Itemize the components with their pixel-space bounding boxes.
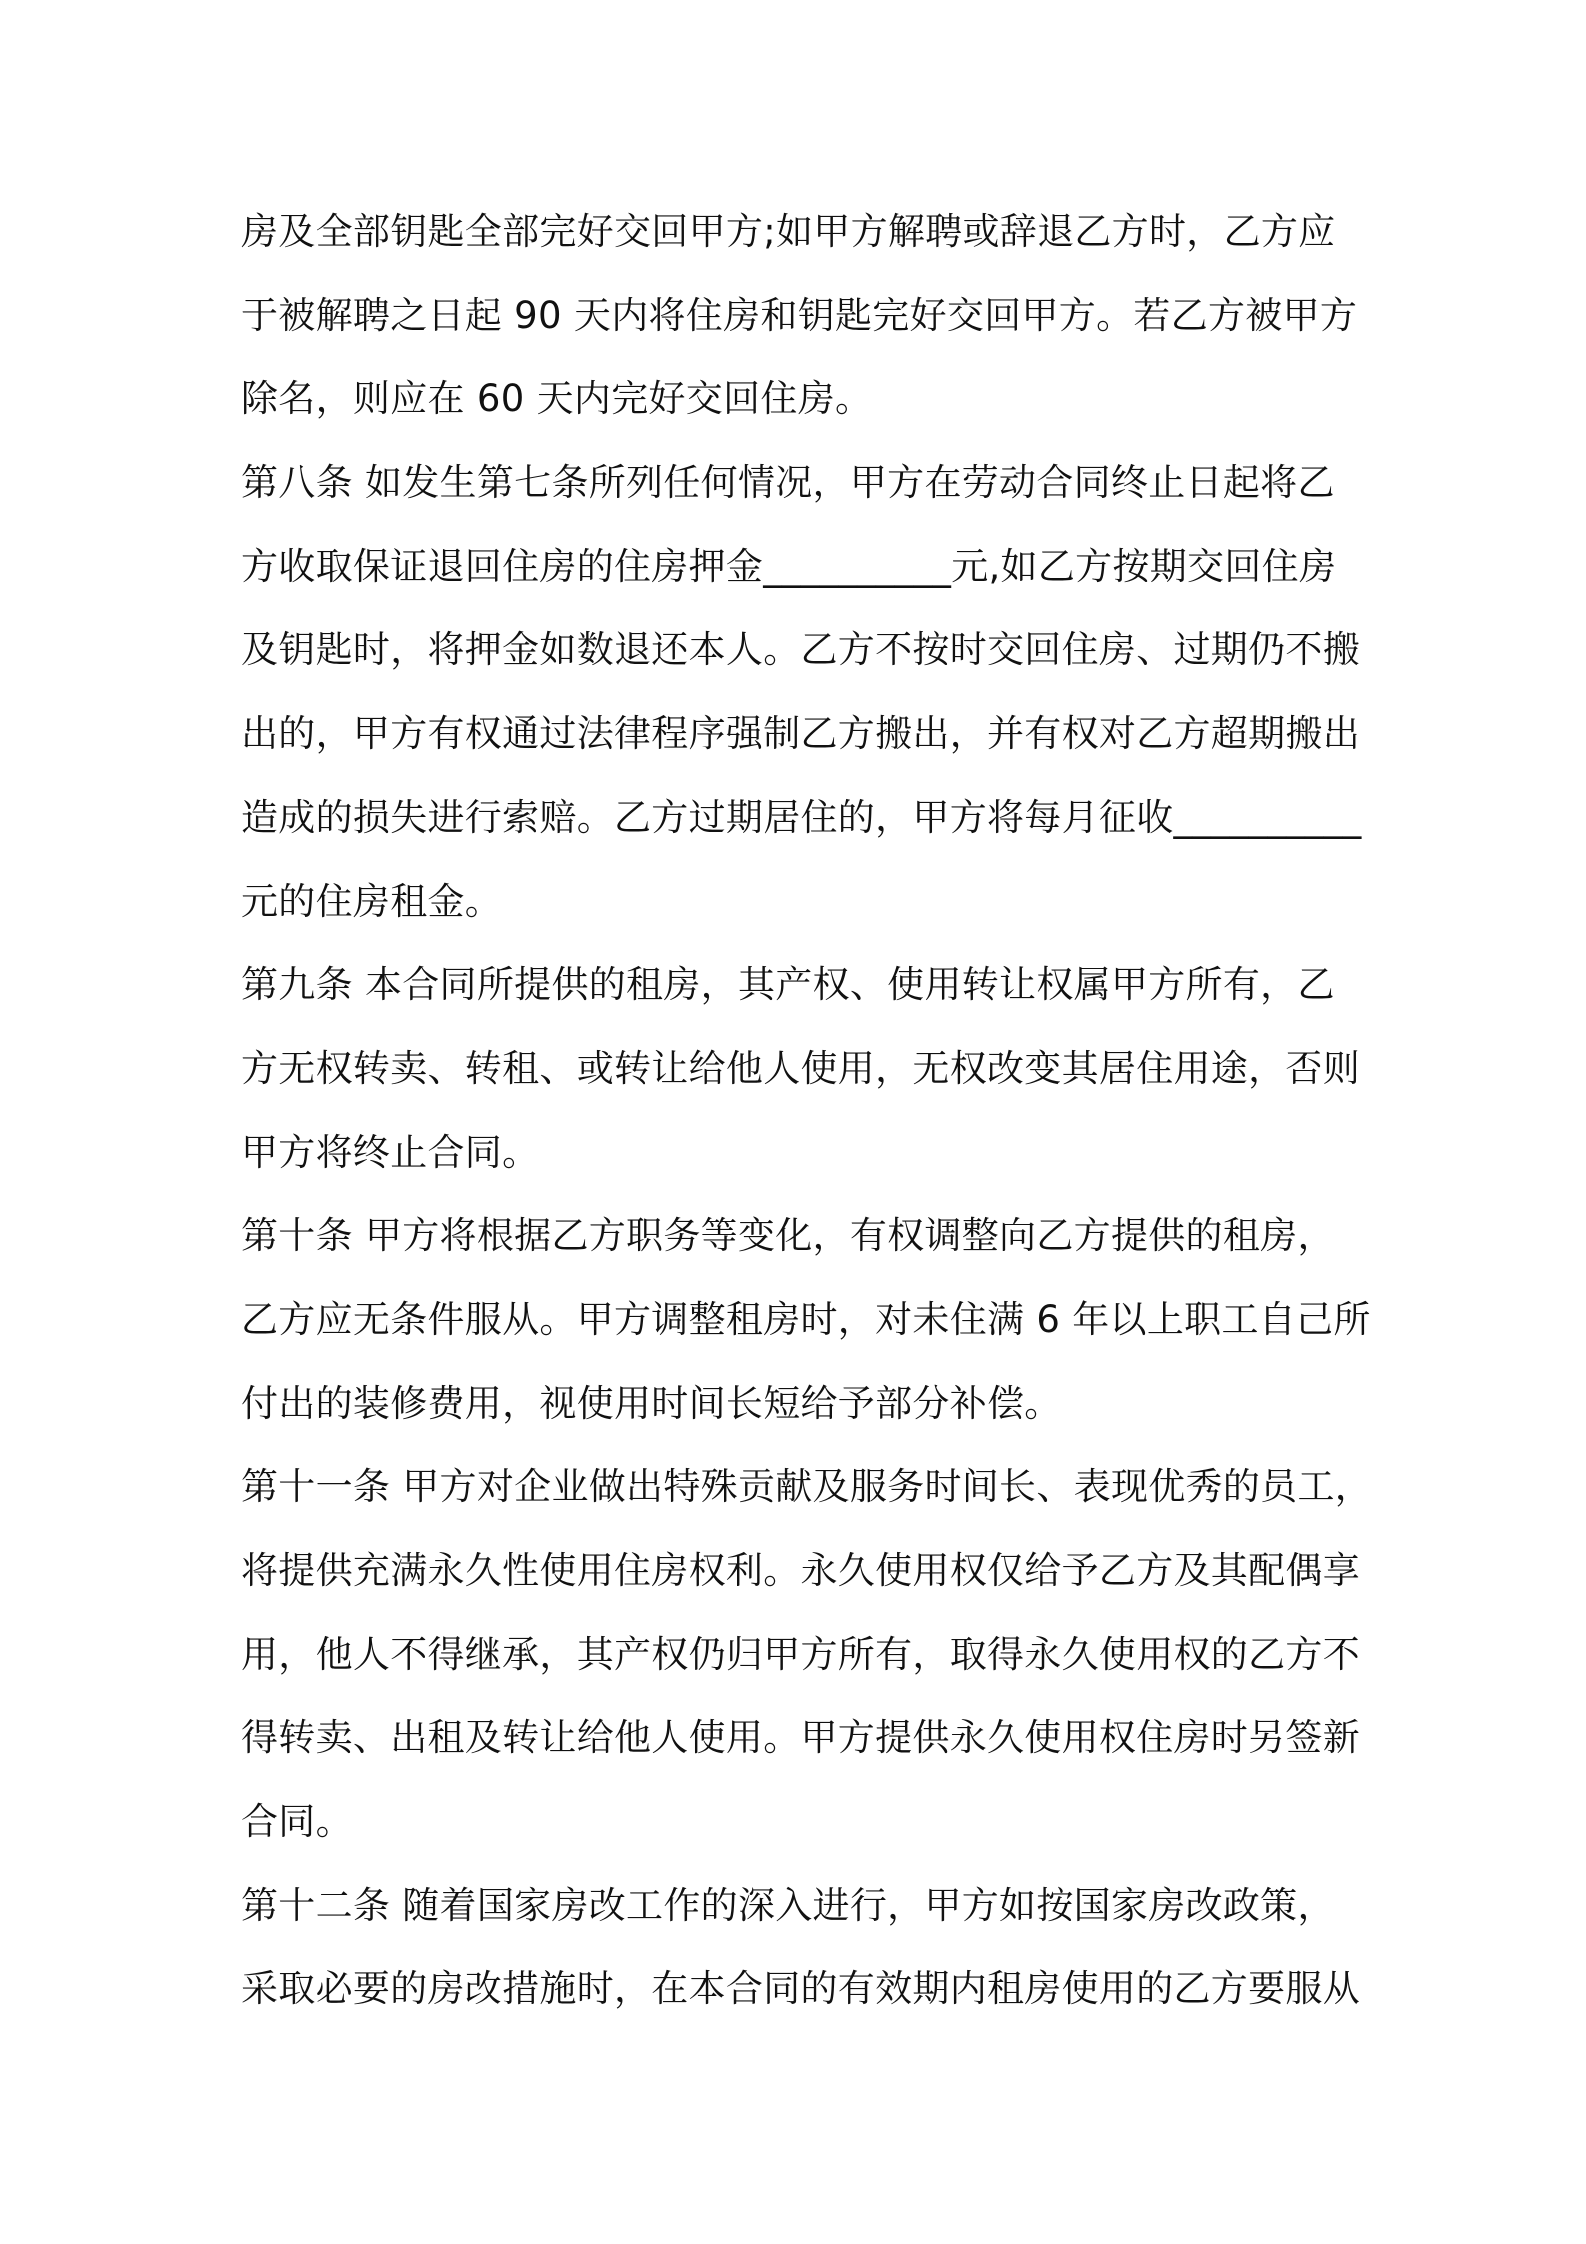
text-line: 出的，甲方有权通过法律程序强制乙方搬出，并有权对乙方超期搬出: [241, 712, 1360, 756]
text-line: 甲方将终止合同。: [241, 1130, 540, 1174]
article-12-heading-line: 第十二条 随着国家房改工作的深入进行，甲方如按国家房改政策，: [241, 1883, 1335, 1927]
article-9-heading-line: 第九条 本合同所提供的租房，其产权、使用转让权属甲方所有，乙: [241, 963, 1335, 1007]
text-line: 付出的装修费用，视使用时间长短给予部分补偿。: [241, 1381, 1062, 1425]
text-line: 得转卖、出租及转让给他人使用。甲方提供永久使用权住房时另签新: [241, 1716, 1360, 1760]
article-10-heading-line: 第十条 甲方将根据乙方职务等变化，有权调整向乙方提供的租房，: [241, 1214, 1335, 1258]
text-line: 元的住房租金。: [241, 879, 503, 923]
text-line: 方收取保证退回住房的住房押金__________元,如乙方按期交回住房: [241, 544, 1337, 588]
article-11-heading-line: 第十一条 甲方对企业做出特殊贡献及服务时间长、表现优秀的员工，: [241, 1465, 1373, 1509]
text-line: 采取必要的房改措施时，在本合同的有效期内租房使用的乙方要服从: [241, 1967, 1360, 2011]
text-line: 乙方应无条件服从。甲方调整租房时，对未住满 6 年以上职工自己所: [241, 1297, 1371, 1341]
article-8-heading-line: 第八条 如发生第七条所列任何情况，甲方在劳动合同终止日起将乙: [241, 461, 1335, 505]
text-line: 除名，则应在 60 天内完好交回住房。: [241, 377, 873, 421]
text-line: 于被解聘之日起 90 天内将住房和钥匙完好交回甲方。若乙方被甲方: [241, 293, 1358, 337]
text-line: 造成的损失进行索赔。乙方过期居住的，甲方将每月征收__________: [241, 795, 1362, 839]
text-line: 将提供充满永久性使用住房权利。永久使用权仅给予乙方及其配偶享: [241, 1549, 1360, 1592]
text-line: 方无权转卖、转租、或转让给他人使用，无权改变其居住用途，否则: [241, 1046, 1360, 1090]
text-line: 用，他人不得继承，其产权仍归甲方所有，取得永久使用权的乙方不: [241, 1632, 1360, 1676]
text-line: 合同。: [241, 1800, 353, 1844]
text-line: 及钥匙时，将押金如数退还本人。乙方不按时交回住房、过期仍不搬: [241, 628, 1360, 672]
text-line: 房及全部钥匙全部完好交回甲方;如甲方解聘或辞退乙方时，乙方应: [241, 210, 1336, 253]
contract-body-text: [241, 190, 1373, 2031]
